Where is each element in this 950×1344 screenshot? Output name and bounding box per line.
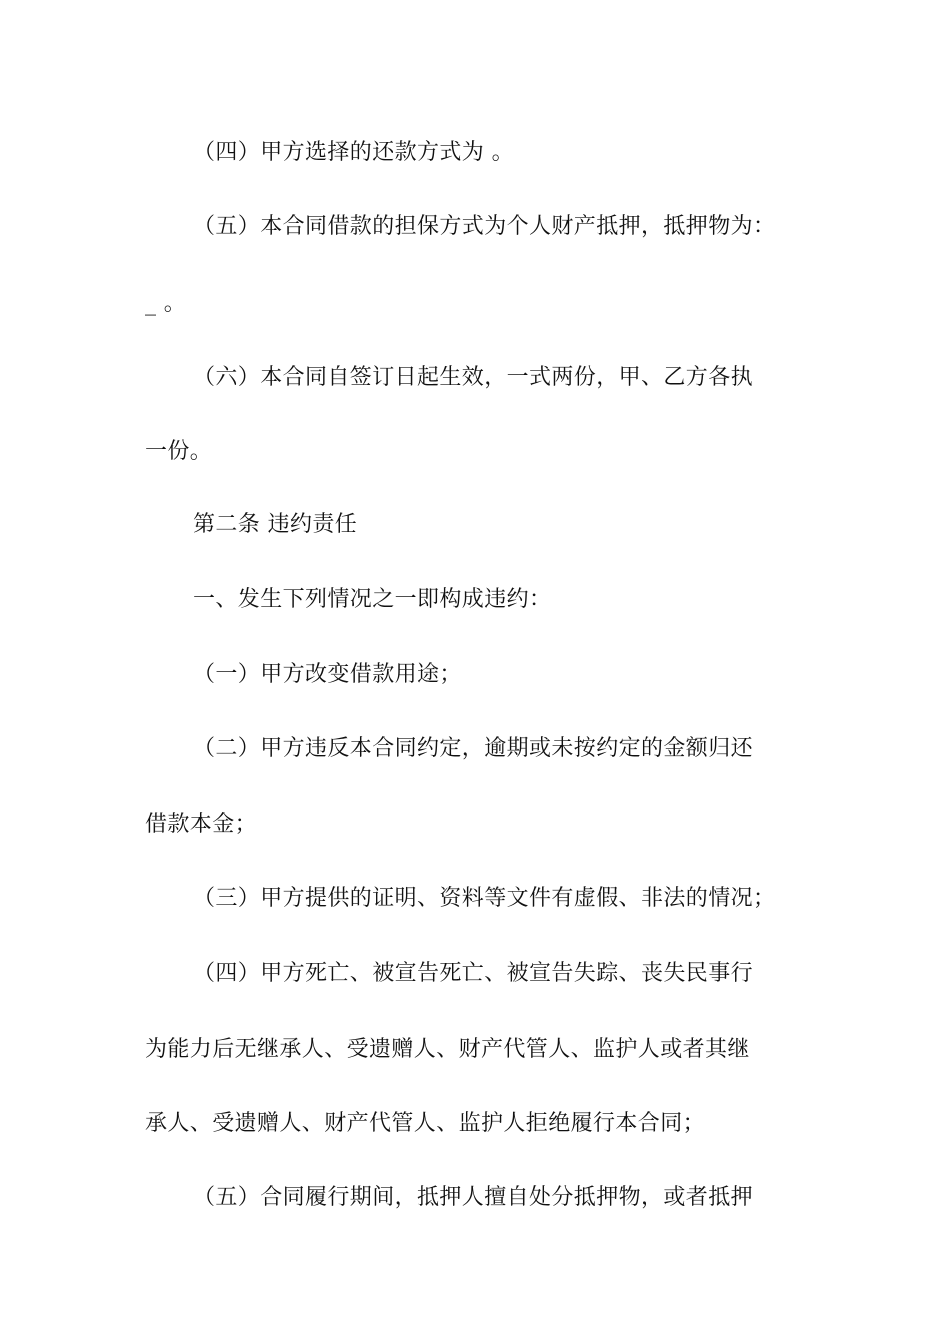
breach-item-4-cont-1: 为能力后无继承人、受遗赠人、财产代管人、监护人或者其继 [145,1037,750,1062]
breach-item-4: （四）甲方死亡、被宣告死亡、被宣告失踪、丧失民事行 [193,961,754,986]
article-heading-breach-liability: 第二条 违约责任 [193,512,358,537]
breach-item-5: （五）合同履行期间，抵押人擅自处分抵押物，或者抵押 [193,1185,754,1210]
clause-effective-date-cont: 一份。 [145,439,213,464]
clause-guarantee-method: （五）本合同借款的担保方式为个人财产抵押，抵押物为： [193,214,776,239]
clause-repayment-method: （四）甲方选择的还款方式为 。 [193,140,514,165]
clause-effective-date: （六）本合同自签订日起生效，一式两份，甲、乙方各执 [193,365,754,390]
breach-item-1: （一）甲方改变借款用途； [193,662,462,687]
breach-item-2-cont: 借款本金； [145,812,258,837]
clause-guarantee-collateral-blank: _ 。 [145,291,187,316]
breach-item-2: （二）甲方违反本合同约定，逾期或未按约定的金额归还 [193,736,754,761]
breach-intro: 一、发生下列情况之一即构成违约： [193,587,552,612]
breach-item-4-cont-2: 承人、受遗赠人、财产代管人、监护人拒绝履行本合同； [145,1111,706,1136]
breach-item-3: （三）甲方提供的证明、资料等文件有虚假、非法的情况； [193,886,776,911]
